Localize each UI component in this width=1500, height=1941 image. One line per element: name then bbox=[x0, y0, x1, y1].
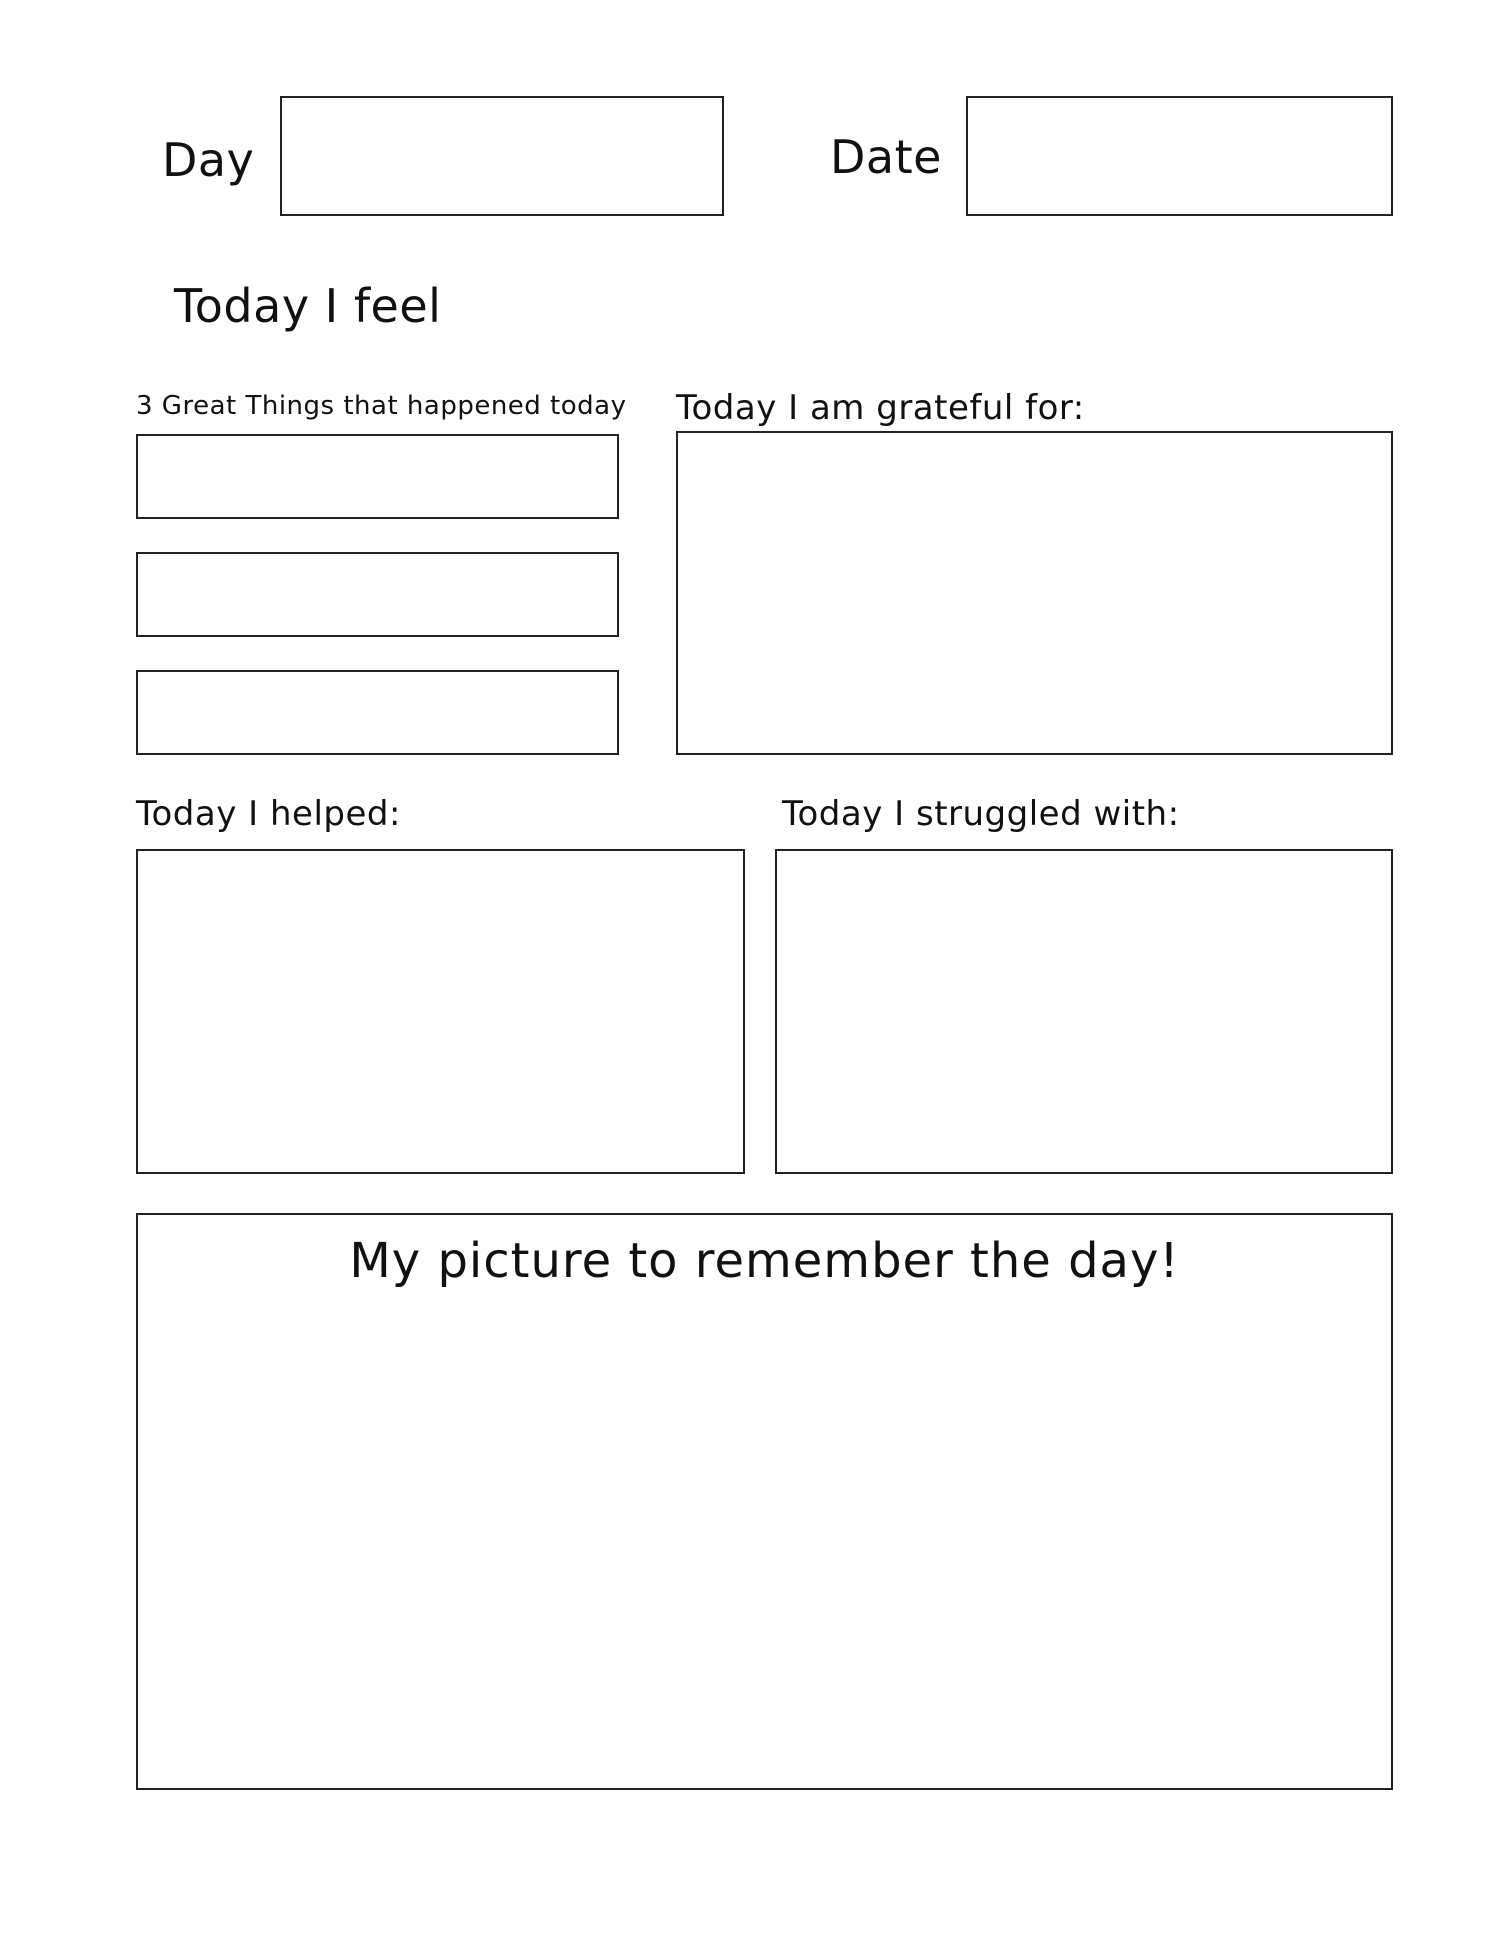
struggled-field[interactable] bbox=[775, 849, 1393, 1174]
great-thing-field-3[interactable] bbox=[136, 670, 619, 755]
great-things-label: 3 Great Things that happened today bbox=[136, 391, 627, 421]
day-label: Day bbox=[162, 133, 255, 187]
picture-drawing-area[interactable] bbox=[148, 1305, 1381, 1778]
grateful-label: Today I am grateful for: bbox=[676, 388, 1085, 428]
day-input[interactable] bbox=[282, 98, 722, 214]
helped-label: Today I helped: bbox=[136, 794, 401, 834]
struggled-label: Today I struggled with: bbox=[782, 794, 1180, 834]
great-thing-input-3[interactable] bbox=[138, 672, 617, 753]
great-thing-input-1[interactable] bbox=[138, 436, 617, 517]
helped-field[interactable] bbox=[136, 849, 745, 1174]
today-i-feel-label: Today I feel bbox=[174, 279, 442, 333]
day-field[interactable] bbox=[280, 96, 724, 216]
great-thing-field-2[interactable] bbox=[136, 552, 619, 637]
picture-frame bbox=[136, 1213, 1393, 1790]
great-thing-input-2[interactable] bbox=[138, 554, 617, 635]
great-thing-field-1[interactable] bbox=[136, 434, 619, 519]
helped-textarea[interactable] bbox=[138, 851, 743, 1172]
struggled-textarea[interactable] bbox=[777, 851, 1391, 1172]
date-input[interactable] bbox=[968, 98, 1391, 214]
date-label: Date bbox=[830, 130, 942, 184]
grateful-textarea[interactable] bbox=[678, 433, 1391, 753]
grateful-field[interactable] bbox=[676, 431, 1393, 755]
date-field[interactable] bbox=[966, 96, 1393, 216]
picture-title: My picture to remember the day! bbox=[349, 1233, 1180, 1289]
